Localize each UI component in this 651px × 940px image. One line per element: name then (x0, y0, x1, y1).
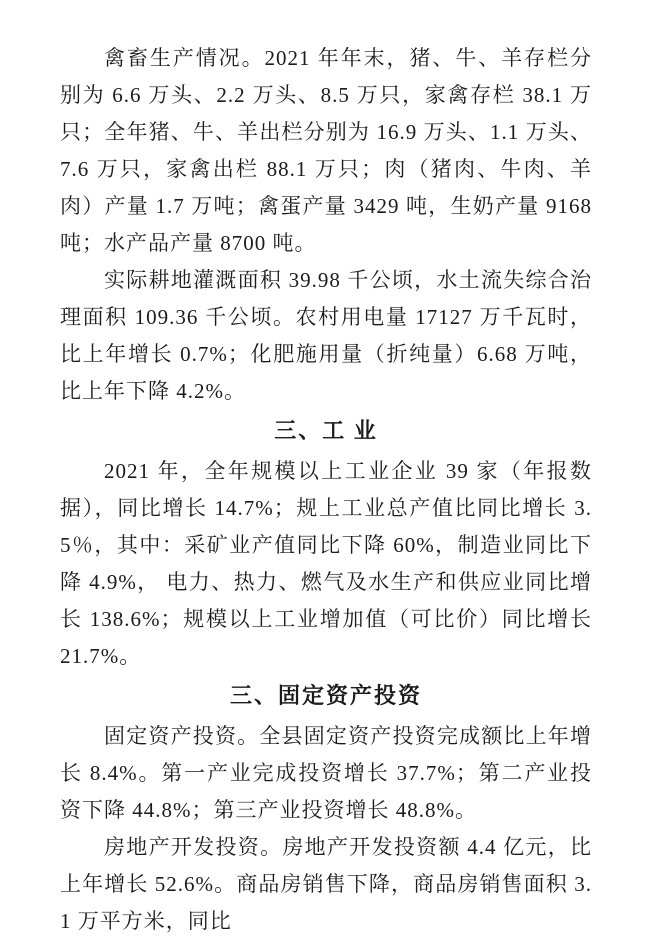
heading-fixed-asset-investment: 三、固定资产投资 (229, 683, 422, 708)
heading-industry: 三、工 业 (274, 418, 378, 443)
paragraph-fixed-asset-investment: 固定资产投资。全县固定资产投资完成额比上年增长 8.4%。第一产业完成投资增长 37.7%；第二产业投资下降 44.8%；第三产业投资增长 48.8%。 (60, 724, 592, 822)
paragraph-livestock-production: 禽畜生产情况。2021 年年末，猪、牛、羊存栏分别为 6.6 万头、2.2 万头、8.5 万只，家禽存栏 38.1 万只；全年猪、牛、羊出栏分别为 16.9 万头、1.1 万头、7.6 万只，家禽出栏 88.1 万只；肉（猪肉、牛肉、羊肉）产量 1.7 万吨；禽蛋产量 3429 吨，生奶产量 9168 吨；水产品产量 8700 吨。 (60, 46, 592, 255)
paragraph-real-estate-investment: 房地产开发投资。房地产开发投资额 4.4 亿元，比上年增长 52.6%。商品房销售下降，商品房销售面积 3.1 万平方米，同比 (60, 835, 592, 933)
paragraph-industry-statistics: 2021 年，全年规模以上工业企业 39 家（年报数据），同比增长 14.7%；规上工业总产值比同比增长 3.5％，其中：采矿业产值同比下降 60%，制造业同比下降 4.9%， 电力、热力、燃气及水生产和供应业同比增长 138.6%；规模以上工业增加值（可比价）同比增长 21.7%。 (60, 459, 592, 668)
paragraph-irrigation-electricity-fertilizer: 实际耕地灌溉面积 39.98 千公顷，水土流失综合治理面积 109.36 千公顷。农村用电量 17127 万千瓦时，比上年增长 0.7%；化肥施用量（折纯量）6.68 万吨，比上年下降 4.2%。 (60, 268, 592, 403)
